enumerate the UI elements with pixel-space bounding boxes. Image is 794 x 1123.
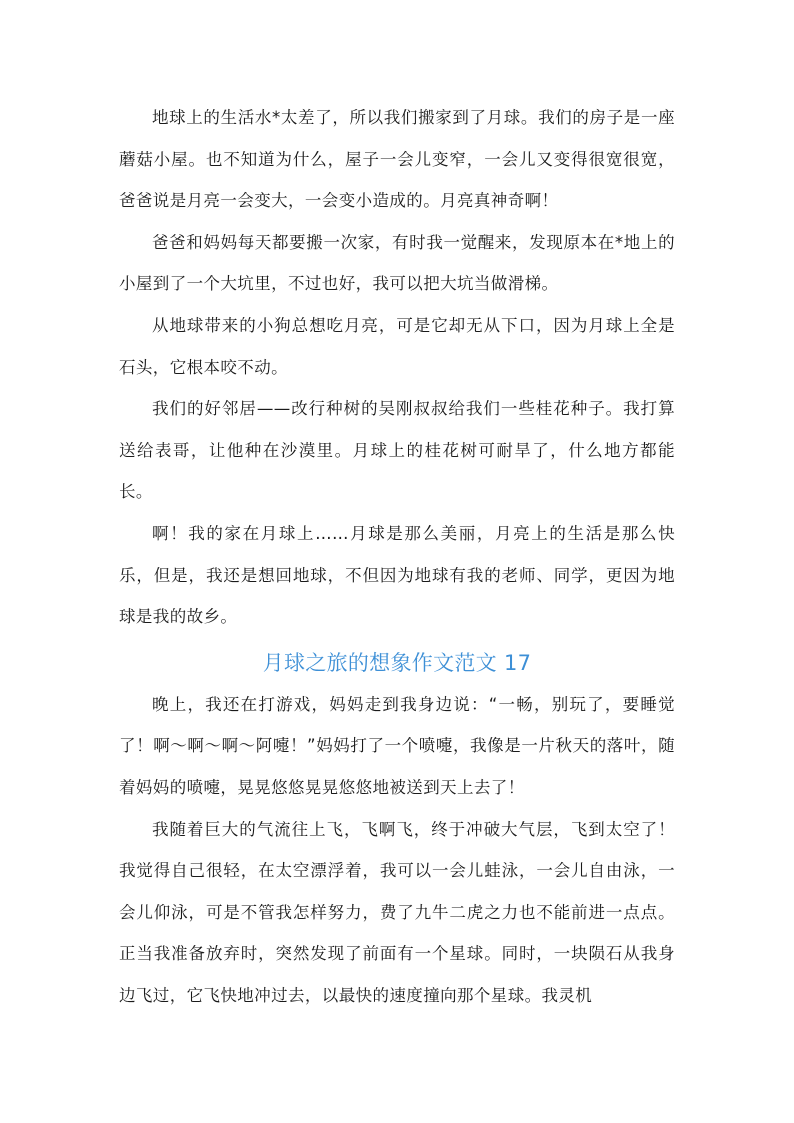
paragraph: 从地球带来的小狗总想吃月亮，可是它却无从下口，因为月球上全是石头，它根本咬不动。 [119,315,675,377]
document-body [119,97,675,1016]
paragraph: 地球上的生活水*太差了，所以我们搬家到了月球。我们的房子是一座蘑菇小屋。也不知道为什么，屋子一会儿变窄，一会儿又变得很宽很宽，爸爸说是月亮一会变大，一会变小造成的。月亮真神奇啊！ [119,108,675,211]
paragraph: 我们的好邻居——改行种树的吴刚叔叔给我们一些桂花种子。我打算送给表哥，让他种在沙漠里。月球上的桂花树可耐旱了，什么地方都能长。 [119,399,675,502]
section-heading: 月球之旅的想象作文范文 17 [262,650,532,675]
paragraph: 我随着巨大的气流往上飞，飞啊飞，终于冲破大气层，飞到太空了！我觉得自己很轻，在太空漂浮着，我可以一会儿蛙泳，一会儿自由泳，一会儿仰泳，可是不管我怎样努力，费了九牛二虎之力也不能前进一点点。正当我准备放弃时，突然发现了前面有一个星球。同时，一块陨石从我身边飞过，它飞快地冲过去，以最快的速度撞向那个星球。我灵机 [119,819,675,1005]
paragraph: 爸爸和妈妈每天都要搬一次家，有时我一觉醒来，发现原本在*地上的小屋到了一个大坑里，不过也好，我可以把大坑当做滑梯。 [119,232,675,294]
paragraph: 啊！我的家在月球上……月球是那么美丽，月亮上的生活是那么快乐，但是，我还是想回地球，不但因为地球有我的老师、同学，更因为地球是我的故乡。 [119,523,675,627]
paragraph: 晚上，我还在打游戏，妈妈走到我身边说：“一畅，别玩了，要睡觉了！啊～啊～啊～阿嚏！”妈妈打了一个喷嚏，我像是一片秋天的落叶，随着妈妈的喷嚏，晃晃悠悠晃晃悠悠地被送到天上去了！ [119,694,675,797]
